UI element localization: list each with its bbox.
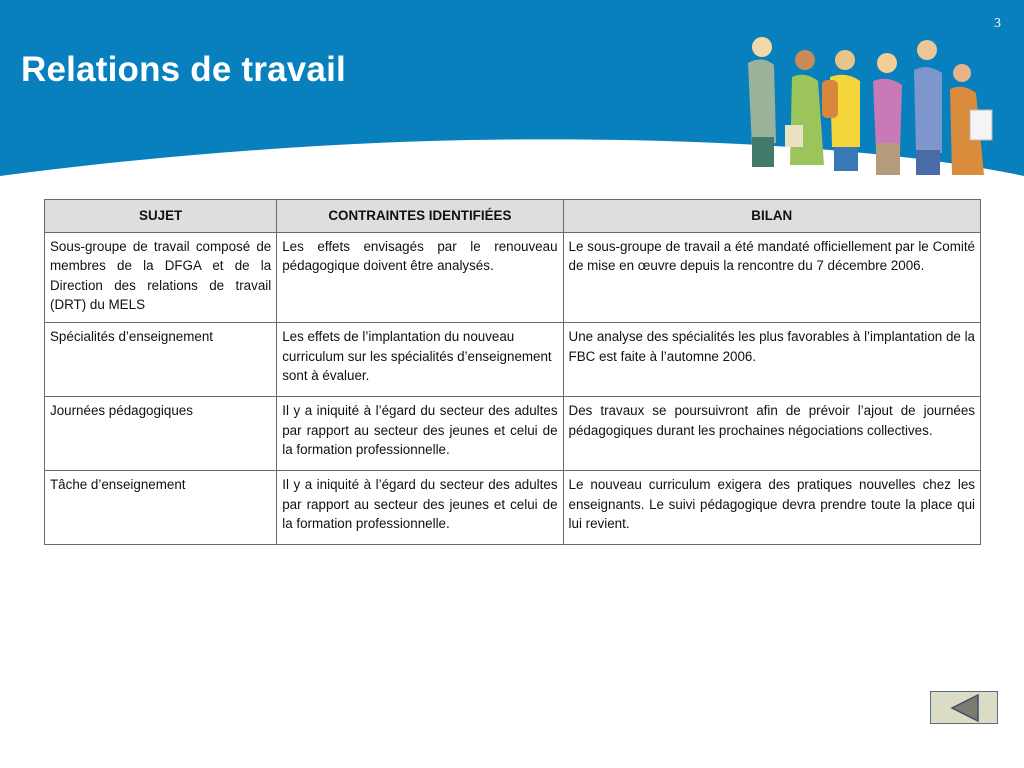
column-header-sujet: SUJET: [45, 200, 277, 233]
people-illustration: [730, 25, 1010, 175]
slide-title: Relations de travail: [21, 50, 346, 89]
cell-sujet: Tâche d’enseignement: [45, 470, 277, 544]
column-header-bilan: BILAN: [563, 200, 980, 233]
person-figure-3: [822, 50, 860, 171]
cell-sujet: Journées pédagogiques: [45, 396, 277, 470]
table-row: [45, 470, 981, 544]
cell-bilan: Le sous-groupe de travail a été mandaté officiellement par le Comité de mise en œuvre depuis la rencontre du 7 décembre 2006.: [563, 232, 980, 322]
person-figure-5: [914, 40, 942, 175]
table-row: [45, 396, 981, 470]
triangle-left-icon: [931, 692, 997, 723]
person-figure-2: [785, 50, 824, 165]
previous-slide-button[interactable]: [930, 691, 998, 724]
cell-bilan: Une analyse des spécialités les plus favorables à l’implantation de la FBC est faite à l’automne 2006.: [563, 322, 980, 396]
column-header-contraintes: CONTRAINTES IDENTIFIÉES: [277, 200, 563, 233]
cell-contraintes: Les effets de l’implantation du nouveau curriculum sur les spécialités d’enseignement sont à évaluer.: [277, 322, 563, 396]
cell-bilan: Le nouveau curriculum exigera des pratiques nouvelles chez les enseignants. Le suivi pédagogique devra prendre toute la place qui lui revient.: [563, 470, 980, 544]
cell-contraintes: Il y a iniquité à l’égard du secteur des adultes par rapport au secteur des jeunes et celui de la formation professionnelle.: [277, 396, 563, 470]
slide-number: 3: [994, 16, 1001, 31]
table-row: [45, 232, 981, 322]
person-figure-1: [748, 37, 776, 167]
person-figure-6: [950, 64, 992, 175]
table-header-row: [45, 200, 981, 233]
cell-contraintes: Les effets envisagés par le renouveau pédagogique doivent être analysés.: [277, 232, 563, 322]
person-figure-4: [873, 53, 902, 175]
relations-table: [44, 199, 981, 545]
table-row: [45, 322, 981, 396]
cell-sujet: Sous-groupe de travail composé de membres de la DFGA et de la Direction des relations de travail (DRT) du MELS: [45, 232, 277, 322]
cell-contraintes: Il y a iniquité à l’égard du secteur des adultes par rapport au secteur des jeunes et celui de la formation professionnelle.: [277, 470, 563, 544]
cell-bilan: Des travaux se poursuivront afin de prévoir l’ajout de journées pédagogiques durant les prochaines négociations collectives.: [563, 396, 980, 470]
cell-sujet: Spécialités d’enseignement: [45, 322, 277, 396]
